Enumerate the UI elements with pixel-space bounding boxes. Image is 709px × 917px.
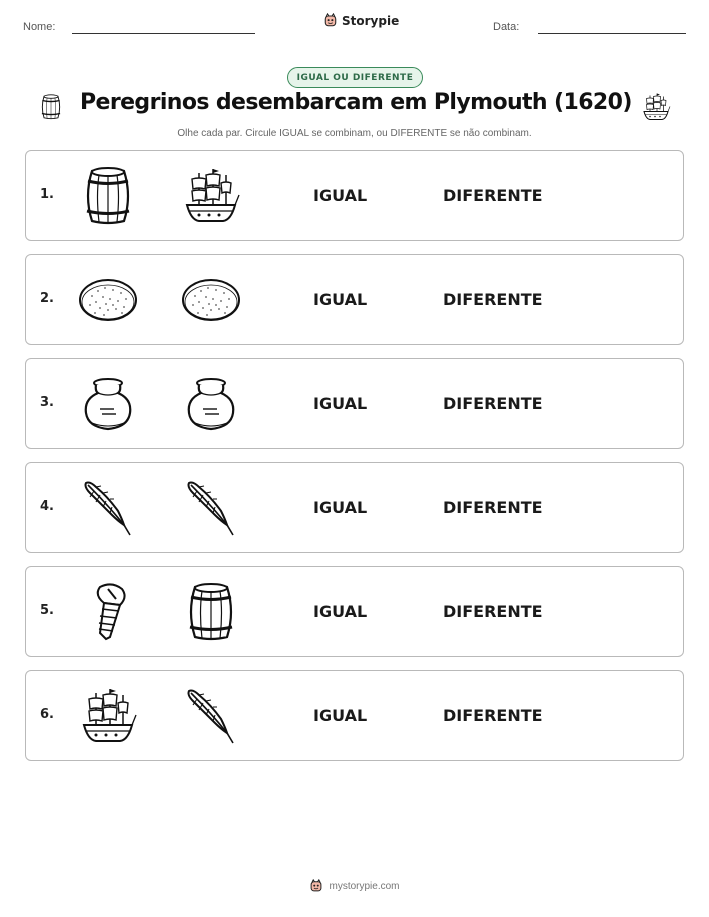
diferente-option[interactable]: DIFERENTE <box>443 290 543 309</box>
brand-name: Storypie <box>342 13 400 28</box>
igual-option[interactable]: IGUAL <box>313 706 368 725</box>
instructions: Olhe cada par. Circule IGUAL se combinam, ou DIFERENTE se não combinam. <box>177 128 532 139</box>
igual-option[interactable]: IGUAL <box>313 186 368 205</box>
ship-icon <box>181 165 241 227</box>
diferente-option[interactable]: DIFERENTE <box>443 498 543 517</box>
igual-option[interactable]: IGUAL <box>313 602 368 621</box>
storypie-mascot-icon <box>323 13 338 28</box>
diferente-option[interactable]: DIFERENTE <box>443 394 543 413</box>
exercise-row <box>25 670 684 761</box>
pot-icon <box>181 373 241 435</box>
ship-icon <box>641 91 671 123</box>
ship-icon <box>78 685 138 747</box>
exercise-row <box>25 150 684 241</box>
screw-icon <box>78 581 138 643</box>
date-line[interactable] <box>538 33 686 34</box>
storypie-mascot-icon <box>309 879 323 893</box>
quill-icon <box>78 477 138 539</box>
row-number: 4. <box>40 499 54 514</box>
exercise-row <box>25 462 684 553</box>
row-number: 2. <box>40 291 54 306</box>
exercise-row <box>25 358 684 449</box>
diferente-option[interactable]: DIFERENTE <box>443 186 543 205</box>
diferente-option[interactable]: DIFERENTE <box>443 706 543 725</box>
bread-icon <box>181 269 241 331</box>
page-title: Peregrinos desembarcam em Plymouth (1620) <box>80 90 632 115</box>
igual-option[interactable]: IGUAL <box>313 394 368 413</box>
row-number: 5. <box>40 603 54 618</box>
bread-icon <box>78 269 138 331</box>
quill-icon <box>181 477 241 539</box>
exercise-row <box>25 254 684 345</box>
worksheet-type-badge: IGUAL OU DIFERENTE <box>287 67 423 88</box>
brand-logo <box>323 13 399 28</box>
row-number: 1. <box>40 187 54 202</box>
barrel-icon <box>78 165 138 227</box>
name-label: Nome: <box>23 21 56 33</box>
name-line[interactable] <box>72 33 255 34</box>
pot-icon <box>78 373 138 435</box>
footer-url[interactable]: mystorypie.com <box>329 880 400 892</box>
date-label: Data: <box>493 21 520 33</box>
igual-option[interactable]: IGUAL <box>313 290 368 309</box>
exercise-row <box>25 566 684 657</box>
diferente-option[interactable]: DIFERENTE <box>443 602 543 621</box>
quill-icon <box>181 685 241 747</box>
footer <box>0 879 709 893</box>
row-number: 3. <box>40 395 54 410</box>
barrel-icon <box>181 581 241 643</box>
igual-option[interactable]: IGUAL <box>313 498 368 517</box>
row-number: 6. <box>40 707 54 722</box>
barrel-icon <box>38 91 64 123</box>
